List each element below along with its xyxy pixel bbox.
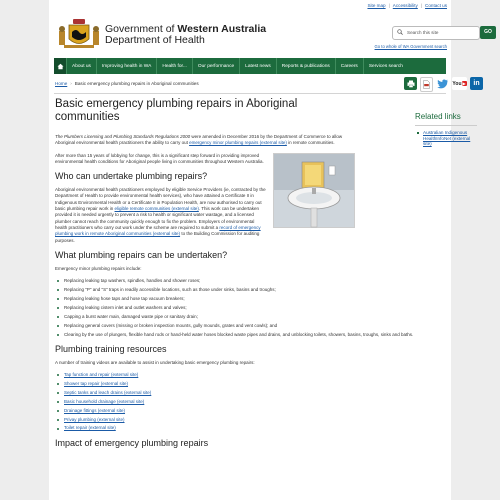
site-title[interactable]: Government of Western Australia Department of Health	[105, 23, 267, 46]
related-links-title: Related links	[415, 112, 461, 121]
who-paragraph: Aboriginal environmental health practitioners employed by eligible Service Providers (ie, contracted by the Department of Health to provide environmental health services), who have attained a Certificate II in Indigenous Environmental Health or a Certificate II in Population Health, are now authorised to carry out basic plumbing repair work in eligible remote communities (external site). This work can be undertaken provided it is needed urgently to prevent a risk to health or significant water wastage, and a licensed plumber cannot reach the community quickly enough to fix the problem. Employers of environmental health practitioners who carry out work under the scheme are required to submit a record of emergency plumbing work in remote Aboriginal communities (external site) to the Building Commission for auditing purposes.	[55, 187, 266, 243]
list-item: Replacing leaking cistern inlet and outlet washers and valves;	[61, 305, 441, 311]
training-link[interactable]: Shower tap repair (external site)	[61, 381, 355, 387]
twitter-icon[interactable]	[436, 77, 449, 90]
linkedin-icon[interactable]: in	[470, 77, 483, 90]
record-form-link[interactable]: record of emergency plumbing work in remote Aboriginal communities (external site)	[55, 224, 261, 237]
nav-services-search[interactable]: Services search	[363, 58, 408, 74]
heading-training: Plumbing training resources	[55, 343, 167, 354]
what-intro: Emergency minor plumbing repairs include:	[55, 265, 142, 271]
page-title: Basic emergency plumbing repairs in Aboriginal communities	[55, 98, 298, 123]
nav-improving-health[interactable]: Improving health in WA	[96, 58, 156, 74]
top-links: Site map | Accessibility | Contact us	[367, 3, 447, 8]
breadcrumb-current: Basic emergency plumbing repairs in Aboriginal communities	[74, 81, 199, 86]
main-content	[55, 98, 414, 454]
list-item: Replacing leaking tap washers, spindles, handles and shower roses;	[61, 278, 441, 284]
header-divider	[54, 93, 446, 94]
home-icon	[57, 63, 64, 70]
nav-about-us[interactable]: About us	[66, 58, 96, 74]
training-link[interactable]: Tap function and repair (external site)	[61, 372, 355, 378]
main-nav	[54, 58, 446, 74]
repairs-list	[55, 278, 441, 338]
intro-paragraph: The Plumbers Licensing and Plumbing Standards Regulations 2000 were amended in December 2016 by the Department of Commerce to allow Aboriginal environmental health practitioners the ability to carry out emergency minor plumbing repairs (external site) in remote communities.	[55, 134, 343, 146]
training-link[interactable]: Drainage fittings (external site)	[61, 408, 355, 414]
training-link[interactable]: Toilet repair (external site)	[61, 425, 355, 431]
emergency-repairs-link[interactable]: emergency minor plumbing repairs (external site)	[189, 140, 287, 146]
accessibility-link[interactable]: Accessibility	[392, 3, 418, 8]
wa-crest-logo[interactable]	[58, 17, 100, 51]
related-link-item	[415, 125, 477, 147]
nav-our-performance[interactable]: Our performance	[192, 58, 239, 74]
share-tools	[404, 77, 483, 92]
nav-careers[interactable]: Careers	[335, 58, 363, 74]
nav-home[interactable]	[54, 58, 66, 74]
sink-photo	[273, 153, 355, 228]
training-intro: A number of training videos are available to assist in undertaking basic emergency plumbing repairs:	[55, 359, 255, 365]
pdf-icon[interactable]	[420, 77, 433, 92]
training-link[interactable]: Basic household drainage (external site)	[61, 399, 355, 405]
heading-what: What plumbing repairs can be undertaken?	[55, 249, 228, 260]
print-icon[interactable]	[404, 77, 417, 90]
youtube-icon[interactable]: You ▶	[452, 77, 467, 90]
search-go-button[interactable]: GO	[480, 26, 496, 39]
related-links	[415, 112, 477, 147]
healthinfonet-link[interactable]: Australian Indigenous HealthInfoNet (external site)	[423, 130, 471, 146]
page	[49, 0, 492, 500]
list-item: Replacing leaking hose taps and hose tap vacuum breakers;	[61, 296, 441, 302]
list-item: Replacing "P" and "S" traps in readily accessible locations, such as those under sinks, basins and troughs;	[61, 287, 441, 293]
training-link[interactable]: Privay plumbing (external site)	[61, 417, 355, 423]
search-placeholder: Search this site	[407, 30, 439, 35]
breadcrumb: Home › Basic emergency plumbing repairs in Aboriginal communities	[55, 81, 199, 86]
search-icon	[397, 29, 403, 36]
heading-impact: Impact of emergency plumbing repairs	[55, 437, 209, 448]
intro-paragraph-2: After more than 15 years of lobbying for change, this is a significant step forward in providing improved environmental health conditions for Aboriginal people living in communities throughout Western Australia.	[55, 152, 264, 164]
training-link[interactable]: Septic tanks and leach drains (external site)	[61, 390, 355, 396]
list-item: Replacing general covers (missing or broken inspection mounts, gully mounds, grates and vent cowls); and	[61, 323, 441, 329]
search-input[interactable]	[392, 26, 480, 40]
list-item: Capping a burst water main, damaged waste pipe or sanitary drain;	[61, 314, 441, 320]
whole-of-wa-search-link[interactable]: Go to whole of WA Government search	[374, 44, 447, 49]
nav-latest-news[interactable]: Latest news	[239, 58, 276, 74]
nav-reports-publications[interactable]: Reports & publications	[276, 58, 335, 74]
training-list	[55, 372, 355, 432]
list-item: Clearing by the use of plungers, flexible hand rods or hand-held water hoses blocked waste pipes and drains, and unblocking toilets, showers, basins, troughs, sinks and baths.	[61, 332, 441, 338]
site-map-link[interactable]: Site map	[367, 3, 386, 8]
heading-who: Who can undertake plumbing repairs?	[55, 171, 208, 182]
eligible-communities-link[interactable]: eligible remote communities (external site)	[114, 206, 199, 212]
contact-us-link[interactable]: Contact us	[425, 3, 447, 8]
breadcrumb-home[interactable]: Home	[55, 81, 68, 86]
nav-health-for[interactable]: Health for...	[156, 58, 192, 74]
